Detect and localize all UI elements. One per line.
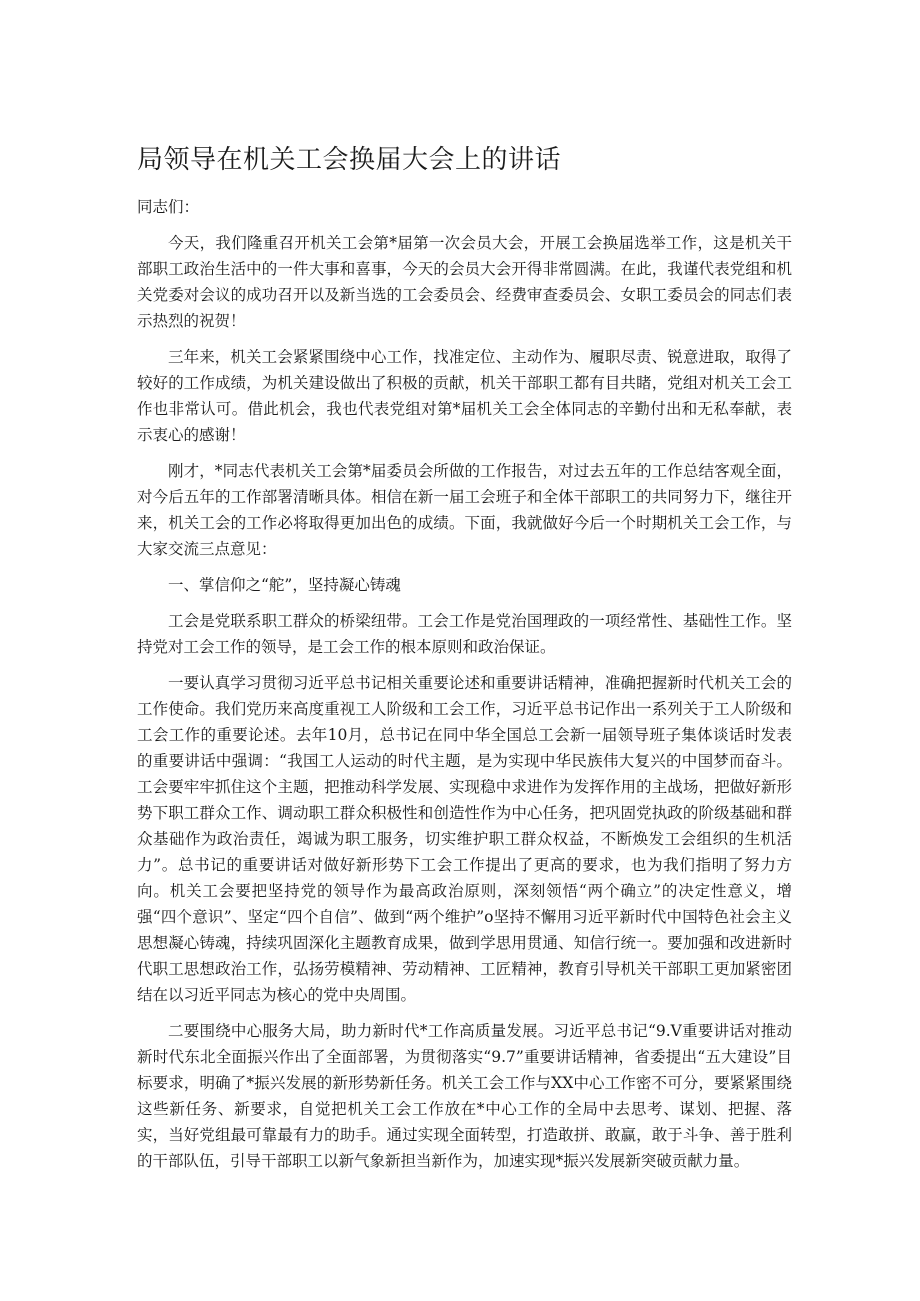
section-heading-1: 一、掌信仰之“舵”，坚持凝心铸魂 <box>168 576 401 594</box>
paragraph-point-1: 一要认真学习贯彻习近平总书记相关重要论述和重要讲话精神，准确把握新时代机关工会的工作使命。我们党历来高度重视工人阶级和工会工作，习近平总书记作出一系列关于工人阶级和工会工作的重要论述。去年10月，总书记在同中华全国总工会新一届领导班子集体谈话时发表的重要讲话中强调：“我国工人运动的时代主题，是为实现中华民族伟大复兴的中国梦而奋斗。工会要牢牢抓住这个主题，把推动科学发展、实现稳中求进作为发挥作用的主战场，把做好新形势下职工群众工作、调动职工群众积极性和创造性作为中心任务，把巩固党执政的阶级基础和群众基础作为政治责任，竭诚为职工服务，切实维护职工群众权益，不断焕发工会组织的生机活力”。总书记的重要讲话对做好新形势下工会工作提出了更高的要求，也为我们指明了努力方向。机关工会要把坚持党的领导作为最高政治原则，深刻领悟“两个确立”的决定性意义，增强“四个意识”、坚定“四个自信”、做到“两个维护”o坚持不懈用习近平新时代中国特色社会主义思想凝心铸魂，持续巩固深化主题教育成果，做到学思用贯通、知信行统一。要加强和改进新时代职工思想政治工作，弘扬劳模精神、劳动精神、工匠精神，教育引导机关干部职工更加紧密团结在以习近平同志为核心的党中央周围。 <box>137 674 792 1004</box>
paragraph-thanks: 三年来，机关工会紧紧围绕中心工作，找准定位、主动作为、履职尽责、锐意进取，取得了较好的工作成绩，为机关建设做出了积极的贡献，机关干部职工都有目共睹，党组对机关工会工作也非常认可。借此机会，我也代表党组对第*届机关工会全体同志的辛勤付出和无私奉献，表示衷心的感谢！ <box>137 348 792 444</box>
paragraph-opening: 今天，我们隆重召开机关工会第*届第一次会员大会，开展工会换届选举工作，这是机关干部职工政治生活中的一件大事和喜事，今天的会员大会开得非常圆满。在此，我谨代表党组和机关党委对会议的成功召开以及新当选的工会委员会、经费审查委员会、女职工委员会的同志们表示热烈的祝贺！ <box>137 234 792 330</box>
paragraph-transition: 刚才，*同志代表机关工会第*届委员会所做的工作报告，对过去五年的工作总结客观全面，对今后五年的工作部署清晰具体。相信在新一届工会班子和全体干部职工的共同努力下，继往开来，机关工会的工作必将取得更加出色的成绩。下面，我就做好今后一个时期机关工会工作，与大家交流三点意见： <box>137 462 792 558</box>
salutation: 同志们： <box>137 198 200 216</box>
document-title: 局领导在机关工会换届大会上的讲话 <box>137 145 562 175</box>
paragraph-union-role: 工会是党联系职工群众的桥梁纽带。工会工作是党治国理政的一项经常性、基础性工作。坚持党对工会工作的领导，是工会工作的根本原则和政治保证。 <box>137 612 792 656</box>
paragraph-point-2: 二要围绕中心服务大局，助力新时代*工作高质量发展。习近平总书记“9.V重要讲话对推动新时代东北全面振兴作出了全面部署，为贯彻落实“9.7”重要讲话精神，省委提出“五大建设”目标要求，明确了*振兴发展的新形势新任务。机关工会工作与XX中心工作密不可分，要紧紧围绕这些新任务、新要求，自觉把机关工会工作放在*中心工作的全局中去思考、谋划、把握、落实，当好党组最可靠最有力的助手。通过实现全面转型，打造敢拼、敢赢，敢于斗争、善于胜利的干部队伍，引导干部职工以新气象新担当新作为，加速实现*振兴发展新突破贡献力量。 <box>137 1022 792 1170</box>
